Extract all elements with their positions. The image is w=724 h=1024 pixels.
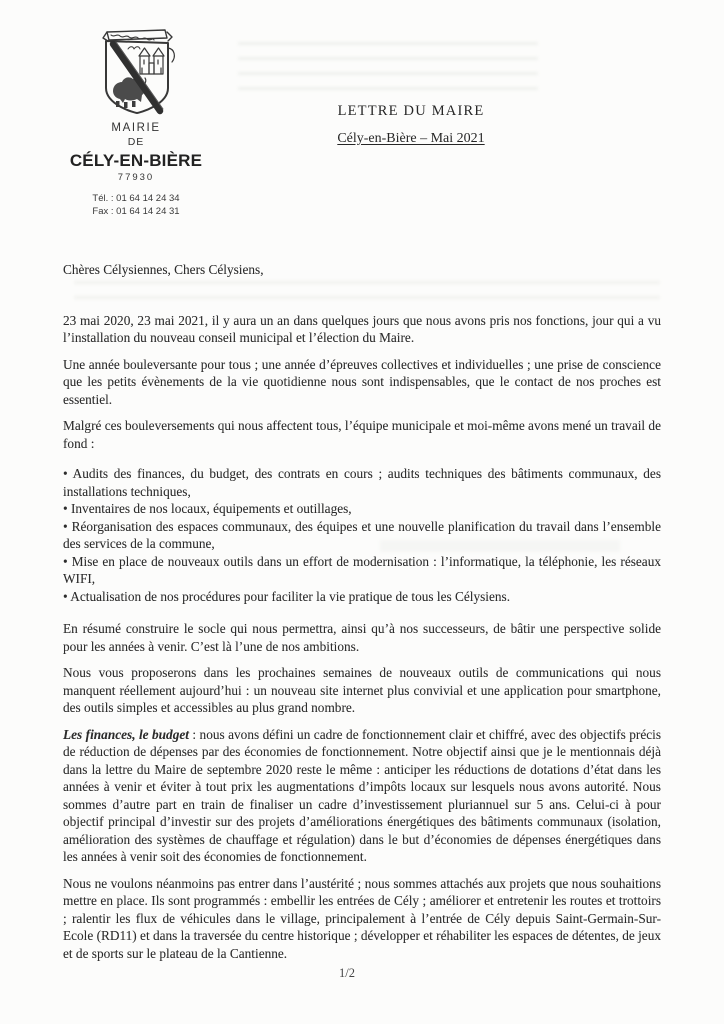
bullet-item-audits — [63, 465, 661, 500]
bullet-item-inventaires — [63, 500, 661, 518]
bullet-item-reorganisation — [63, 518, 661, 553]
finances-rest: : nous avons défini un cadre de fonctionnement clair et chiffré, avec des objectifs précis de réduction de dépenses par des économies de fonctionnement. Notre objectif ainsi que je le mentionnais déjà dans la lettre du Maire de septembre 2020 reste le même : anticiper les réductions de dotations d’état dans les années à venir et éviter à tout prix les augmentations d’impôts locaux sur lesquels nous avons autorité. Nous sommes d’autre part en train de finaliser un cadre d’investissement pluriannuel sur 5 ans. Celui-ci à pour objectif principal d’investir sur des projets d’améliorations énergétiques des bâtiments communaux (isolation, amélioration des systèmes de chauffage et régulation) dans le but d’économies de dépenses énergétiques dans les années à venir soit des économies de fonctionnement. — [63, 726, 661, 864]
letterhead-postal-code: 77930 — [117, 172, 155, 183]
bullet-icon: • — [63, 518, 68, 534]
bullet-text: Audits des finances, du budget, des contrats en cours ; audits techniques des bâtiments communaux, des installations techniques, — [63, 466, 662, 499]
page-number: 1/2 — [339, 966, 355, 980]
bullet-item-modernisation — [63, 553, 661, 588]
bullet-text: Actualisation de nos procédures pour faciliter la vie pratique de tous les Célysiens. — [70, 588, 511, 604]
letter-title-block — [270, 103, 552, 147]
bullet-text: Inventaires de nos locaux, équipements et outillages, — [70, 501, 352, 516]
bullet-icon: • — [63, 501, 68, 516]
bullet-icon: • — [63, 466, 68, 481]
bullet-item-procedures — [63, 588, 661, 606]
paragraph-en-resume: En résumé construire le socle qui nous permettra, ainsi qu’à nos successeurs, de bâtir une perspective solide pour les années à venir. C’est là l’une de nos ambitions. — [63, 621, 661, 654]
bullet-list — [63, 465, 661, 605]
bullet-icon: • — [63, 553, 68, 569]
letterhead — [60, 28, 212, 218]
bullet-text: Réorganisation des espaces communaux, des équipes et une nouvelle planification du travail dans l’ensemble des services de la commune, — [63, 518, 662, 551]
letter-subtitle: Cély-en-Bière – Mai 2021 — [337, 131, 485, 146]
bullet-icon: • — [63, 588, 68, 604]
paragraph-annee-bouleversante: Une année bouleversante pour tous ; une année d’épreuves collectives et individuelles ; une prise de conscience que les petits évènements de la vie quotidienne nous sont indispensables, que le contact de nos proches est essentiel. — [63, 356, 661, 407]
letter-body — [63, 261, 661, 971]
paragraph-travail-de-fond: Malgré ces bouleversements qui nous affectent tous, l’équipe municipale et moi-même avons mené un travail de fond : — [63, 418, 661, 451]
letterhead-of: DE — [127, 136, 145, 148]
bullet-text: Mise en place de nouveaux outils dans un effort de modernisation : l’informatique, la téléphonie, les réseaux WIFI, — [63, 553, 661, 586]
paragraph-outils-communication: Nous vous proposerons dans les prochaines semaines de nouveaux outils de communications qui nous manquent réellement aujourd’hui : un nouveau site internet plus convivial et une application pour smartphone, des outils simples et accessibles au plus grand nombre. — [63, 665, 661, 715]
letterhead-org: MAIRIE — [111, 122, 161, 134]
finances-lead: Les finances, le budget — [63, 726, 189, 742]
letterhead-commune: CÉLY-EN-BIÈRE — [69, 151, 203, 170]
paragraph-anniversaire: 23 mai 2020, 23 mai 2021, il y aura un an dans quelques jours que nous avons pris nos fonctions, jour qui a vu l’installation du nouveau conseil municipal et l’élection du Maire. — [63, 312, 661, 345]
letter-title: LETTRE DU MAIRE — [337, 103, 485, 119]
letterhead-phone: Tél. : 01 64 14 24 34 — [92, 193, 180, 204]
salutation: Chères Célysiennes, Chers Célysiens, — [63, 262, 264, 277]
paragraph-projets: Nous ne voulons néanmoins pas entrer dans l’austérité ; nous sommes attachés aux projets que nous souhaitions mettre en place. Ils sont programmés : embellir les entrées de Cély ; améliorer et entretenir les routes et trottoirs ; ralentir les flux de véhicules dans le village, principalement à l’entrée de Cély depuis Saint-Germain-Sur-Ecole (RD11) et dans la traversée du centre historique ; développer et réhabiliter les espaces de détentes, de jeux et de sports sur le plateau de la Cantienne. — [63, 875, 661, 961]
paragraph-finances — [63, 726, 661, 866]
letterhead-fax: Fax : 01 64 14 24 31 — [92, 205, 180, 217]
coat-of-arms-icon — [86, 28, 186, 120]
bleedthrough-artifact — [238, 42, 538, 98]
letterhead-contact — [60, 193, 212, 218]
